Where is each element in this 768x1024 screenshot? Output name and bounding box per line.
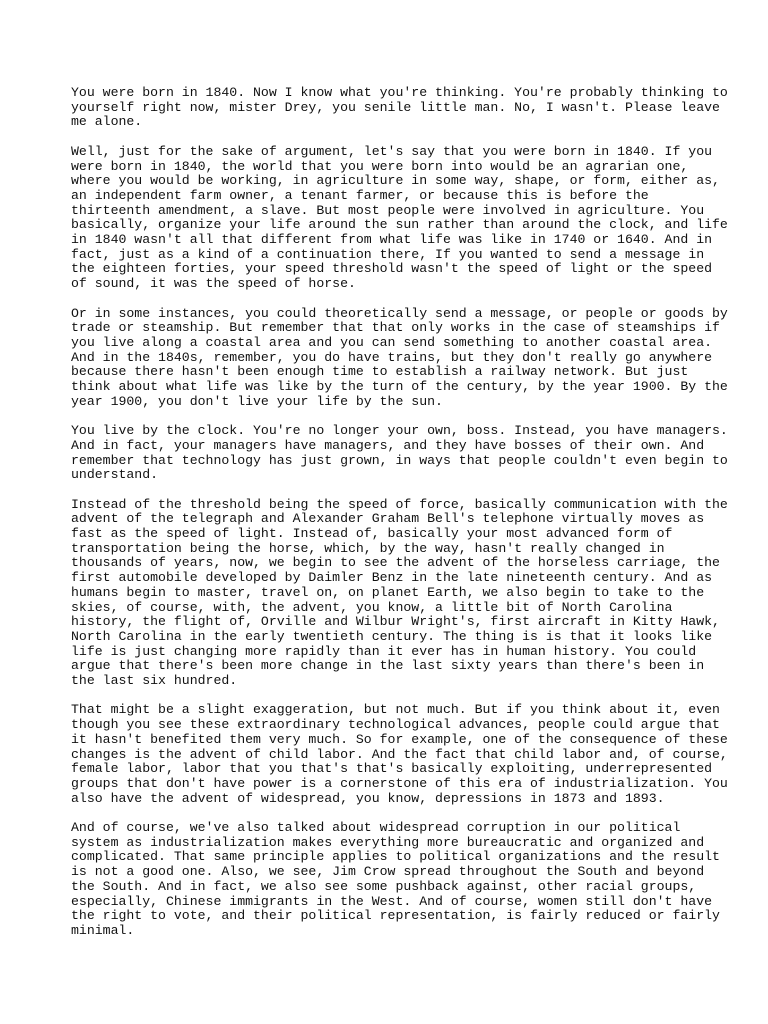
paragraph: And of course, we've also talked about widespread corruption in our political system as industrialization makes everything more bureaucratic and organized and complicated. That same principle applies to political organizations and the result is not a good one. Also, we see, Jim Crow spread throughout the South and beyond the South. And in fact, we also see some pushback against, other racial groups, especially, Chinese immigrants in the West. And of course, women still don't have the right to vote, and their political representation, is fairly reduced or fairly minimal.: [71, 820, 720, 938]
document-body: [71, 85, 728, 953]
paragraph: You were born in 1840. Now I know what you're thinking. You're probably thinking to yourself right now, mister Drey, you senile little man. No, I wasn't. Please leave me alone.: [71, 85, 728, 130]
paragraph: Or in some instances, you could theoretically send a message, or people or goods by trade or steamship. But remember that that only works in the case of steamships if you live along a coastal area and you can send something to another coastal area. And in the 1840s, remember, you do have trains, but they don't really go anywhere because there hasn't been enough time to establish a railway network. But just think about what life was like by the turn of the century, by the year 1900. By the year 1900, you don't live your life by the sun.: [71, 305, 728, 409]
paragraph: You live by the clock. You're no longer your own, boss. Instead, you have managers. And in fact, your managers have managers, and they have bosses of their own. And remember that technology has just grown, in ways that people couldn't even begin to understand.: [71, 423, 728, 483]
paragraph: That might be a slight exaggeration, but not much. But if you think about it, even though you see these extraordinary technological advances, people could argue that it hasn't benefited them very much. So for example, one of the consequence of these changes is the advent of child labor. And the fact that child labor and, of course, female labor, labor that you that's that's basically exploiting, underrepresented groups that don't have power is a cornerstone of this era of industrialization. You also have the advent of widespread, you know, depressions in 1873 and 1893.: [71, 702, 728, 806]
paragraph: Instead of the threshold being the speed of force, basically communication with the advent of the telegraph and Alexander Graham Bell's telephone virtually moves as fast as the speed of light. Instead of, basically your most advanced form of transportation being the horse, which, by the way, hasn't really changed in thousands of years, now, we begin to see the advent of the horseless carriage, the first automobile developed by Daimler Benz in the late nineteenth century. And as humans begin to master, travel on, on planet Earth, we also begin to take to the skies, of course, with, the advent, you know, a little bit of North Carolina history, the flight of, Orville and Wilbur Wright's, first aircraft in Kitty Hawk, North Carolina in the early twentieth century. The thing is is that it looks like life is just changing more rapidly than it ever has in human history. You could argue that there's been more change in the last sixty years than there's been in the last six hundred.: [71, 496, 728, 689]
paragraph: Well, just for the sake of argument, let's say that you were born in 1840. If you were born in 1840, the world that you were born into would be an agrarian one, where you would be working, in agriculture in some way, shape, or form, either as, an independent farm owner, a tenant farmer, or because this is before the thirteenth amendment, a slave. But most people were involved in agriculture. You basically, organize your life around the sun rather than around the clock, and life in 1840 wasn't all that different from what life was like in 1740 or 1640. And in fact, just as a kind of a continuation there, If you wanted to send a message in the eighteen forties, your speed threshold wasn't the speed of light or the speed of sound, it was the speed of horse.: [71, 143, 728, 292]
